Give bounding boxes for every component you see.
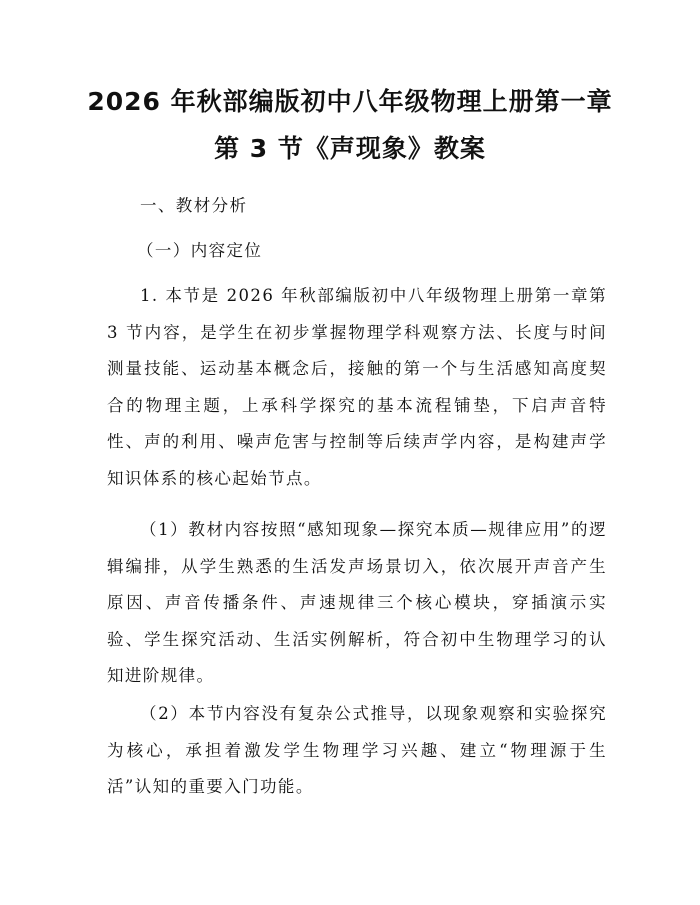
subsection-heading: （一）内容定位 xyxy=(137,241,263,260)
paragraph-teaching-function: （2）本节内容没有复杂公式推导，以现象观察和实验探究为核心，承担着激发学生物理学习兴趣、建立“物理源于生活”认知的重要入门功能。 xyxy=(107,704,607,797)
document-title-line-1: 2026 年秋部编版初中八年级物理上册第一章 xyxy=(87,87,613,116)
paragraph-textbook-structure: （1）教材内容按照“感知现象—探究本质—规律应用”的逻辑编排，从学生熟悉的生活发声场景切入，依次展开声音产生原因、声音传播条件、声速规律三个核心模块，穿插演示实验、学生探究活动、生活实例解析，符合初中生物理学习的认知进阶规律。 xyxy=(107,520,607,686)
section-heading: 一、教材分析 xyxy=(140,196,248,215)
document-title-line-2: 第 3 节《声现象》教案 xyxy=(214,134,486,163)
paragraph-content-position: 1. 本节是 2026 年秋部编版初中八年级物理上册第一章第 3 节内容，是学生在初步掌握物理学科观察方法、长度与时间测量技能、运动基本概念后，接触的第一个与生活感知高度契合的物理主题，上承科学探究的基本流程铺垫，下启声音特性、声的利用、噪声危害与控制等后续声学内容，是构建声学知识体系的核心起始节点。 xyxy=(107,286,607,488)
